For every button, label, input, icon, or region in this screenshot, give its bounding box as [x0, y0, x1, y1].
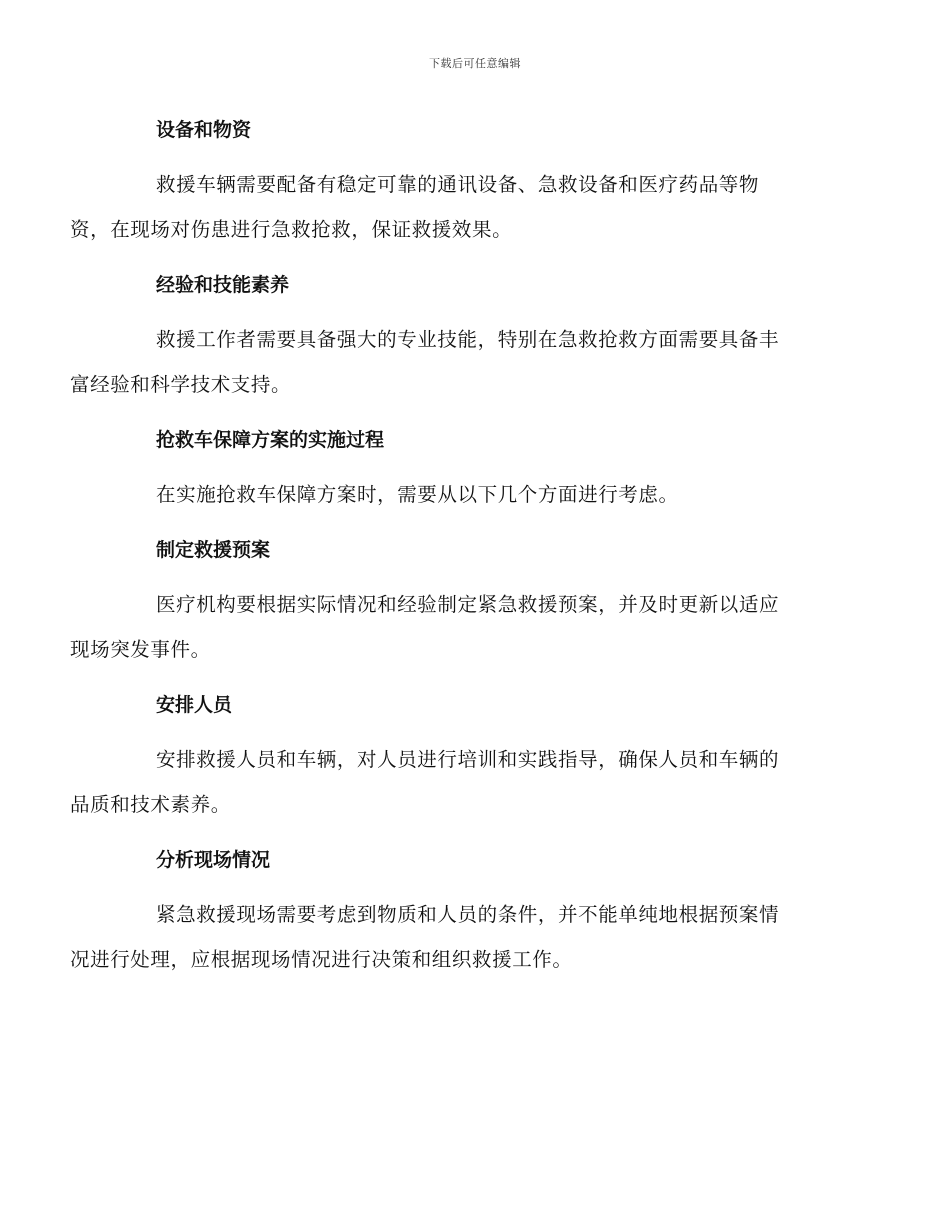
- section-paragraph-personnel: [70, 737, 833, 827]
- section-paragraph-plan: [70, 582, 833, 672]
- section-paragraph-analysis: [70, 892, 833, 982]
- section-heading-plan: 制定救援预案: [156, 539, 271, 561]
- paragraph-line: 品质和技术素养。: [70, 793, 231, 816]
- paragraph-line: 救援工作者需要具备强大的专业技能，特别在急救抢救方面需要具备丰: [156, 328, 780, 351]
- section-heading-analysis: 分析现场情况: [156, 849, 271, 871]
- paragraph-line: 富经验和科学技术支持。: [70, 373, 292, 396]
- section-paragraph-experience: [70, 317, 833, 407]
- section-paragraph-implementation: [113, 472, 833, 517]
- paragraph-line: 资，在现场对伤患进行急救抢救，保证救援效果。: [70, 218, 513, 241]
- paragraph-line: 在实施抢救车保障方案时，需要从以下几个方面进行考虑。: [156, 483, 679, 506]
- document-body: [70, 112, 833, 982]
- section-heading-experience: 经验和技能素养: [156, 274, 290, 296]
- section-heading-implementation: 抢救车保障方案的实施过程: [156, 429, 385, 451]
- paragraph-line: 现场突发事件。: [70, 638, 211, 661]
- section-heading-personnel: 安排人员: [156, 694, 233, 716]
- page-header: 下载后可任意编辑: [429, 57, 521, 70]
- paragraph-line: 医疗机构要根据实际情况和经验制定紧急救援预案，并及时更新以适应: [156, 593, 780, 616]
- paragraph-line: 安排救援人员和车辆，对人员进行培训和实践指导，确保人员和车辆的: [156, 748, 780, 771]
- paragraph-line: 况进行处理，应根据现场情况进行决策和组织救援工作。: [70, 948, 573, 971]
- section-paragraph-equipment: [70, 162, 833, 252]
- paragraph-line: 紧急救援现场需要考虑到物质和人员的条件，并不能单纯地根据预案情: [156, 903, 780, 926]
- paragraph-line: 救援车辆需要配备有稳定可靠的通讯设备、急救设备和医疗药品等物: [156, 173, 760, 196]
- section-heading-equipment: 设备和物资: [156, 119, 252, 141]
